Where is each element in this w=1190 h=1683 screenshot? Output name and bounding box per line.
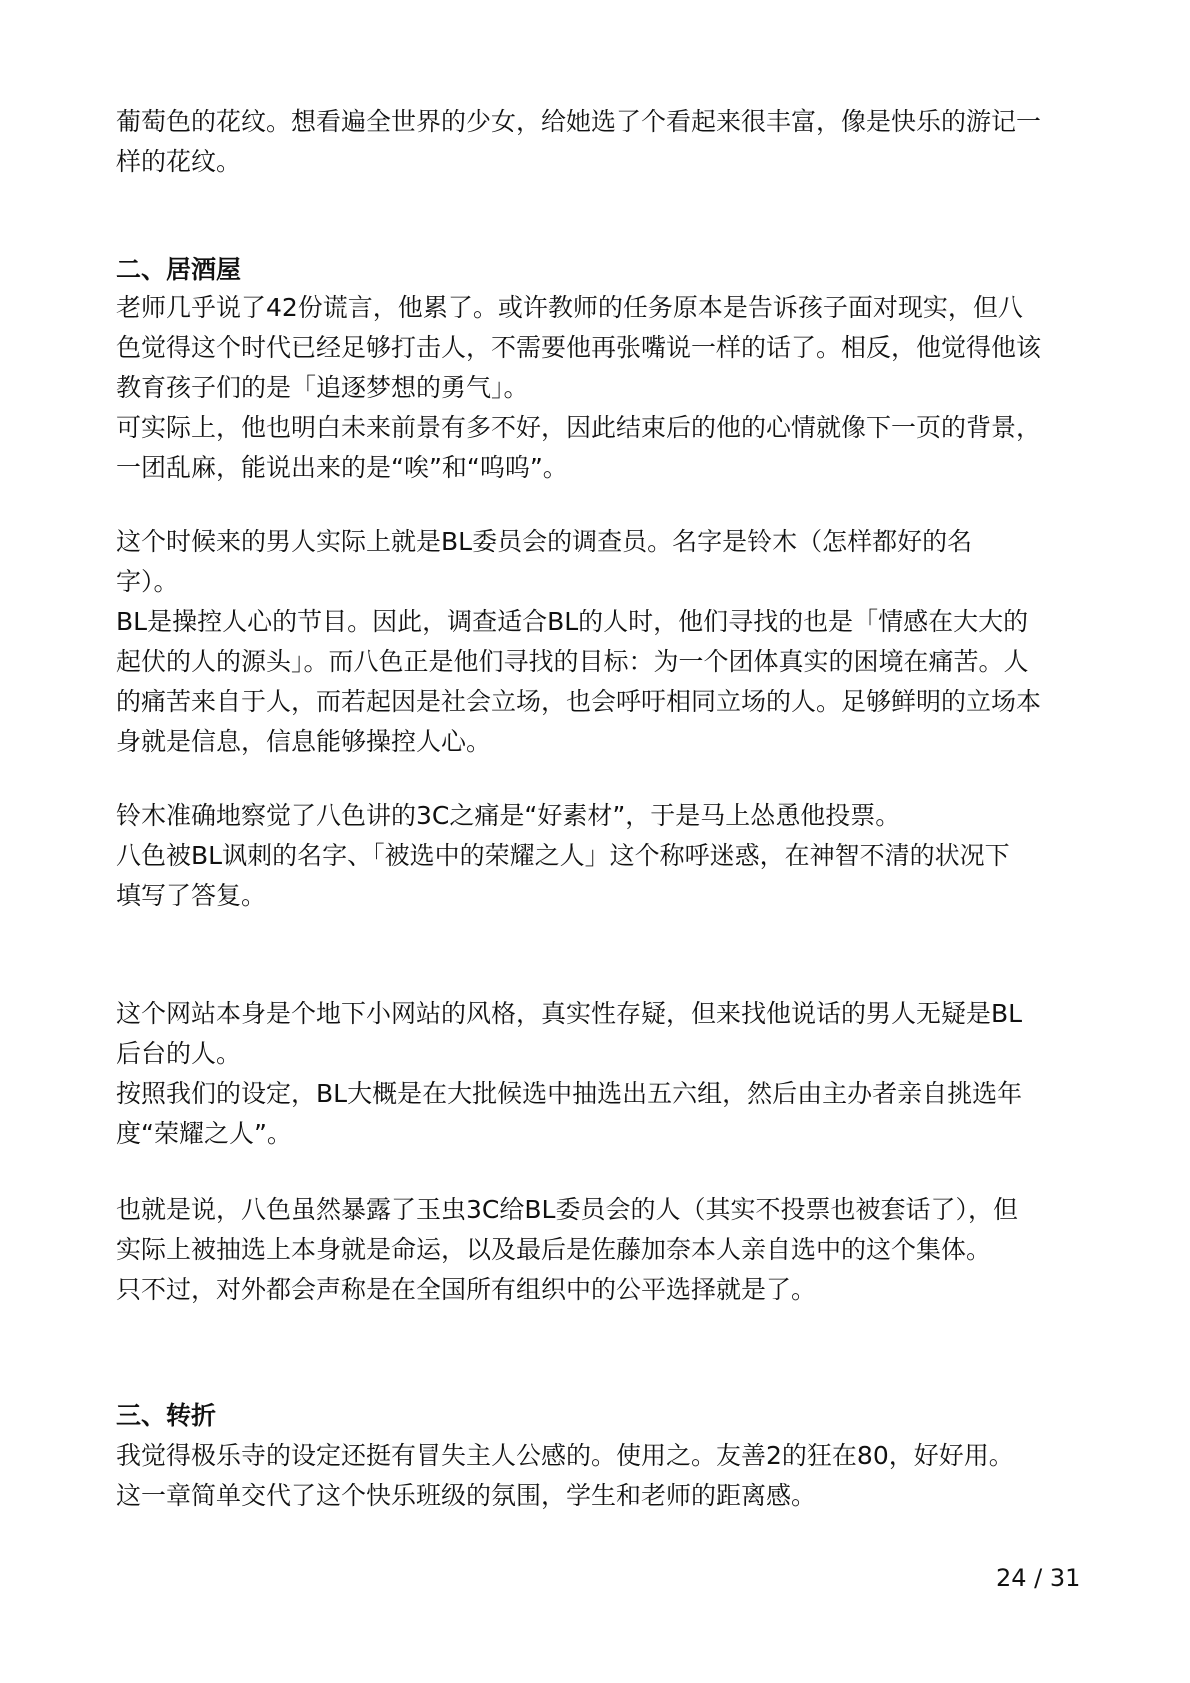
text-line: 实际上被抽选上本身就是命运，以及最后是佐藤加奈本人亲自选中的这个集体。 [116,1235,992,1264]
text-line: 的痛苦来自于人，而若起因是社会立场，也会呼吁相同立场的人。足够鲜明的立场本 [116,687,1042,716]
text-line: 一团乱麻，能说出来的是“唉”和“呜呜”。 [116,453,568,482]
text-line: 八色被BL讽刺的名字、「被选中的荣耀之人」这个称呼迷惑，在神智不清的状况下 [116,841,1010,870]
text-line: 葡萄色的花纹。想看遍全世界的少女，给她选了个看起来很丰富，像是快乐的游记一 [116,107,1042,136]
text-line: 可实际上，他也明白未来前景有多不好，因此结束后的他的心情就像下一页的背景， [116,413,1042,442]
text-line: BL是操控人心的节目。因此，调查适合BL的人时，他们寻找的也是「情感在大大的 [116,607,1029,636]
text-line: 度“荣耀之人”。 [116,1119,292,1148]
text-line: 老师几乎说了42份谎言，他累了。或许教师的任务原本是告诉孩子面对现实，但八 [116,293,1023,322]
text-line: 铃木准确地察觉了八色讲的3C之痛是“好素材”，于是马上怂恿他投票。 [116,801,901,830]
text-line: 填写了答复。 [116,881,267,910]
section-heading-2: 二、居酒屋 [116,255,242,284]
text-line: 我觉得极乐寺的设定还挺有冒失主人公感的。使用之。友善2的狂在80，好好用。 [116,1441,1014,1470]
text-line: 身就是信息，信息能够操控人心。 [116,727,492,756]
section-heading-3: 三、转折 [116,1401,217,1430]
text-line: 后台的人。 [116,1039,242,1068]
text-line: 这个时候来的男人实际上就是BL委员会的调查员。名字是铃木（怎样都好的名 [116,527,973,556]
text-line: 起伏的人的源头」。而八色正是他们寻找的目标：为一个团体真实的困境在痛苦。人 [116,647,1029,676]
text-line: 也就是说，八色虽然暴露了玉虫3C给BL委员会的人（其实不投票也被套话了），但 [116,1195,1018,1224]
text-line: 这一章简单交代了这个快乐班级的氛围，学生和老师的距离感。 [116,1481,817,1510]
page-number: 24 / 31 [996,1564,1081,1592]
text-line: 字）。 [116,567,179,596]
text-line: 按照我们的设定，BL大概是在大批候选中抽选出五六组，然后由主办者亲自挑选年 [116,1079,1023,1108]
text-line: 色觉得这个时代已经足够打击人，不需要他再张嘴说一样的话了。相反，他觉得他该 [116,333,1042,362]
text-line: 样的花纹。 [116,147,242,176]
text-line: 只不过，对外都会声称是在全国所有组织中的公平选择就是了。 [116,1275,817,1304]
text-line: 这个网站本身是个地下小网站的风格，真实性存疑，但来找他说话的男人无疑是BL [116,999,1023,1028]
text-line: 教育孩子们的是「追逐梦想的勇气」。 [116,373,529,402]
